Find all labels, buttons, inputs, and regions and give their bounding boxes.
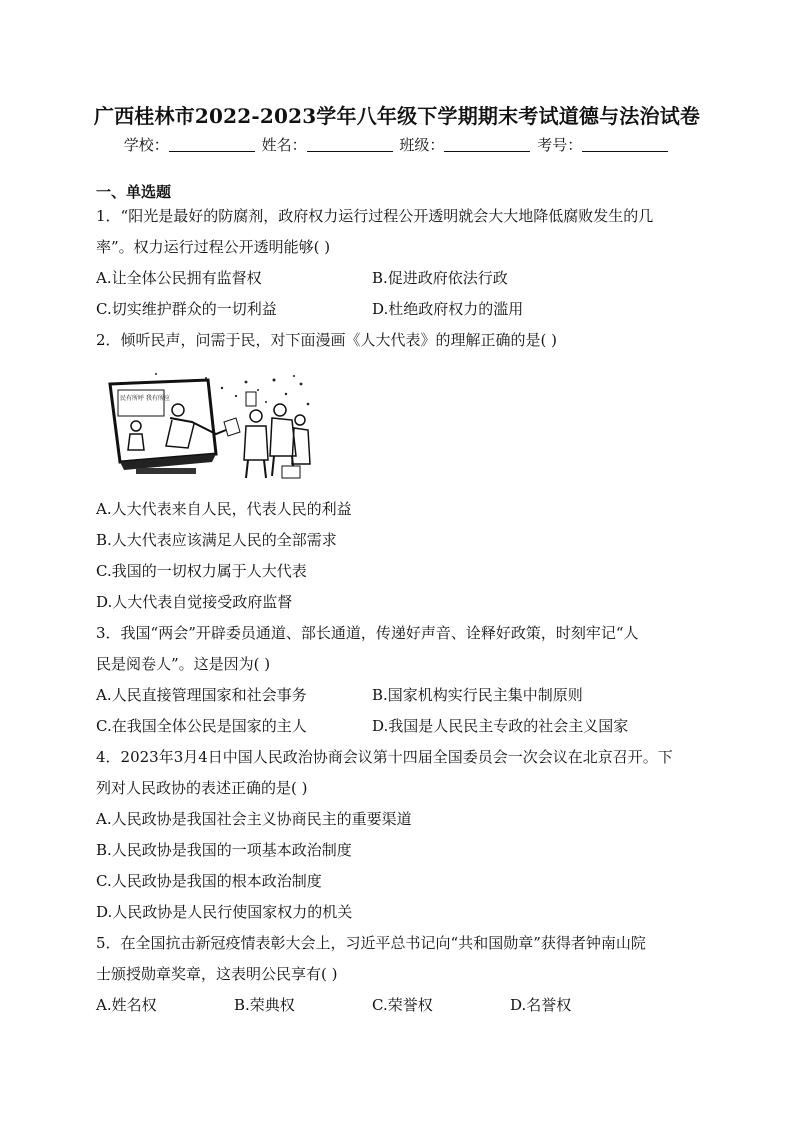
school-blank[interactable]: [169, 137, 255, 152]
name-label: 姓名：: [261, 136, 307, 154]
section-heading: 一、单选题: [96, 183, 172, 201]
question-5-option-a[interactable]: A.姓名权: [96, 996, 157, 1014]
question-4-line-2: 列对人民政协的表述正确的是( ): [96, 779, 308, 797]
question-5-line-1: 5．在全国抗击新冠疫情表彰大会上，习近平总书记向“共和国勋章”获得者钟南山院: [96, 934, 646, 952]
question-3-option-c[interactable]: C.在我国全体公民是国家的主人: [96, 717, 307, 735]
question-1-option-d[interactable]: D.杜绝政府权力的滥用: [372, 300, 524, 318]
question-5-option-d[interactable]: D.名誉权: [510, 996, 572, 1014]
question-4-option-a[interactable]: A.人民政协是我国社会主义协商民主的重要渠道: [96, 810, 412, 828]
question-4-option-d[interactable]: D.人民政协是人民行使国家权力的机关: [96, 903, 353, 921]
question-2-option-a[interactable]: A.人大代表来自人民，代表人民的利益: [96, 500, 352, 518]
question-2-option-c[interactable]: C.我国的一切权力属于人大代表: [96, 562, 307, 580]
question-5-option-c[interactable]: C.荣誉权: [372, 996, 433, 1014]
question-4-option-b[interactable]: B.人民政协是我国的一项基本政治制度: [96, 841, 352, 859]
student-info-row: [0, 134, 794, 155]
question-3-line-2: 民是阅卷人”。这是因为( ): [96, 655, 271, 673]
exam-number-blank[interactable]: [582, 137, 668, 152]
class-label: 班级：: [399, 136, 445, 154]
question-3-line-1: 3．我国“两会”开辟委员通道、部长通道，传递好声音、诠释好政策，时刻牢记“人: [96, 624, 639, 642]
question-1-option-a[interactable]: A.让全体公民拥有监督权: [96, 269, 262, 287]
exam-number-label: 考号：: [537, 136, 583, 154]
question-4-option-c[interactable]: C.人民政协是我国的根本政治制度: [96, 872, 322, 890]
question-1-line-2: 率”。权力运行过程公开透明能够( ): [96, 238, 331, 256]
question-2-option-d[interactable]: D.人大代表自觉接受政府监督: [96, 593, 293, 611]
cartoon-image: [96, 370, 318, 482]
question-5-line-2: 士颁授勋章奖章，这表明公民享有( ): [96, 965, 338, 983]
school-label: 学校：: [123, 136, 169, 154]
question-5-option-b[interactable]: B.荣典权: [234, 996, 295, 1014]
question-2-option-b[interactable]: B.人大代表应该满足人民的全部需求: [96, 531, 337, 549]
class-blank[interactable]: [444, 137, 530, 152]
question-3-option-b[interactable]: B.国家机构实行民主集中制原则: [372, 686, 583, 704]
question-3-option-a[interactable]: A.人民直接管理国家和社会事务: [96, 686, 307, 704]
question-1-line-1: 1．“阳光是最好的防腐剂，政府权力运行过程公开透明就会大大地降低腐败发生的几: [96, 207, 654, 225]
name-blank[interactable]: [307, 137, 393, 152]
question-3-option-d[interactable]: D.我国是人民民主专政的社会主义国家: [372, 717, 629, 735]
question-1-option-b[interactable]: B.促进政府依法行政: [372, 269, 508, 287]
question-1-option-c[interactable]: C.切实维护群众的一切利益: [96, 300, 277, 318]
question-2-line-1: 2．倾听民声，问需于民，对下面漫画《人大代表》的理解正确的是( ): [96, 331, 558, 349]
question-4-line-1: 4．2023年3月4日中国人民政治协商会议第十四届全国委员会一次会议在北京召开。下: [96, 748, 673, 766]
cartoon-sign-text: 民有所呼 我有所应: [120, 395, 170, 402]
exam-title: 广西桂林市2022-2023学年八年级下学期期末考试道德与法治试卷: [93, 104, 701, 128]
